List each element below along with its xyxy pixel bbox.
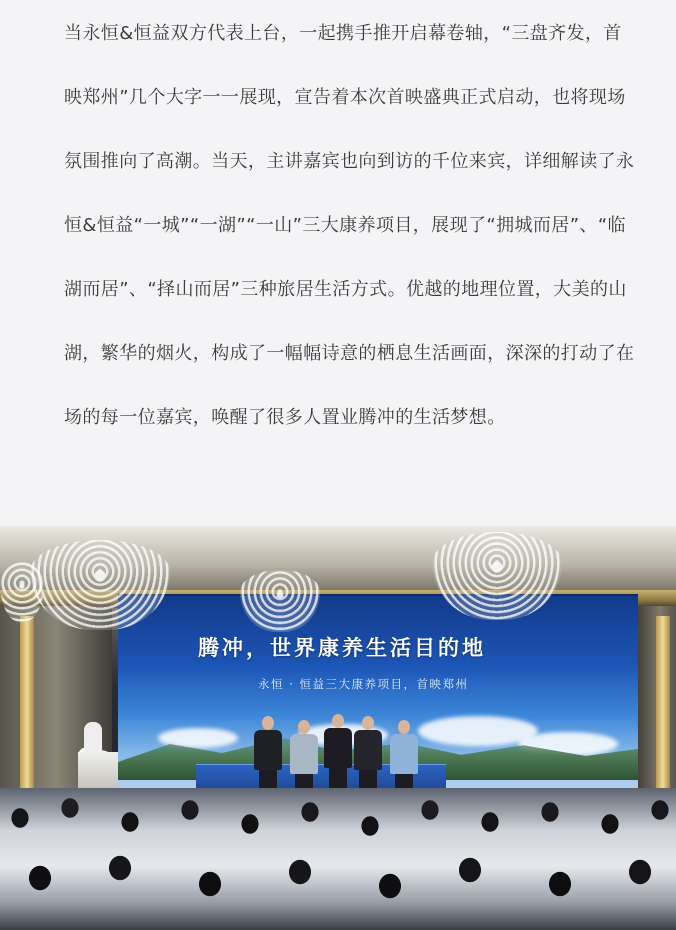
article-line: 氛围推向了高潮。当天，主讲嘉宾也向到访的千位来宾，详细解读了永 xyxy=(64,151,635,172)
speaker-figure xyxy=(84,722,102,756)
screen-subtitle: 永恒 · 恒益三大康养项目，首映郑州 xyxy=(258,677,469,691)
gold-pillar xyxy=(656,616,670,806)
article-line: 湖，繁华的烟火，构成了一幅幅诗意的栖息生活画面，深深的打动了在 xyxy=(64,343,635,364)
audience-crowd xyxy=(0,788,676,930)
gold-pillar xyxy=(20,616,34,806)
article-body xyxy=(64,2,635,450)
article-line: 映郑州”几个大字一一展现，宣告着本次首映盛典正式启动，也将现场 xyxy=(64,87,626,108)
event-photo xyxy=(0,526,676,930)
article-line: 场的每一位嘉宾，唤醒了很多人置业腾冲的生活梦想。 xyxy=(64,407,506,428)
screen-title: 腾冲，世界康养生活目的地 xyxy=(198,636,486,660)
article-line: 湖而居”、“择山而居”三种旅居生活方式。优越的地理位置，大美的山 xyxy=(64,279,627,300)
article-line: 当永恒&恒益双方代表上台，一起携手推开启幕卷轴，“三盘齐发，首 xyxy=(64,23,622,44)
article-line: 恒&恒益“一城”“一湖”“一山”三大康养项目，展现了“拥城而居”、“临 xyxy=(64,215,626,236)
